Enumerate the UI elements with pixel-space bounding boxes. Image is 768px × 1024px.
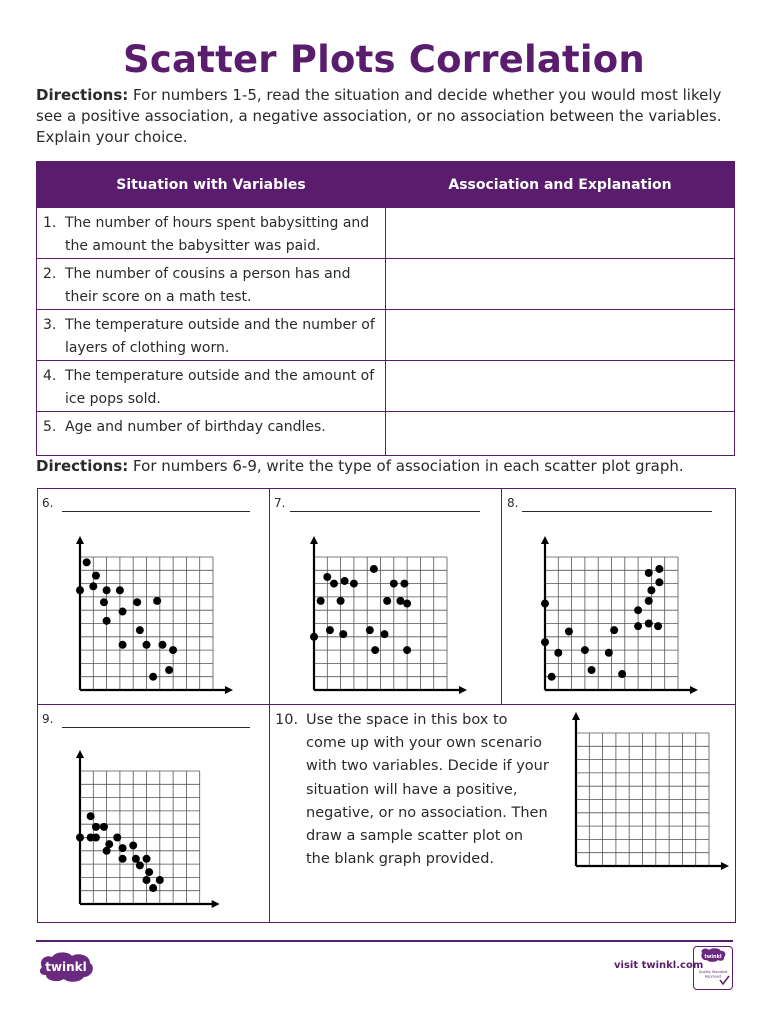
scatter-point xyxy=(87,812,95,820)
table-header-situation: Situation with Variables xyxy=(37,162,386,208)
scatter-point xyxy=(403,600,411,608)
scatter-point xyxy=(645,597,653,605)
directions-2-label: Directions: xyxy=(36,457,129,475)
scatter-point xyxy=(341,577,349,585)
row-number: 2. xyxy=(43,266,57,282)
scatter-point xyxy=(588,666,596,674)
scatter-point xyxy=(149,884,157,892)
scatter-point xyxy=(310,633,318,641)
scatter-point xyxy=(330,580,338,588)
scatter-point xyxy=(326,626,334,634)
directions-2-text: For numbers 6-9, write the type of association in each scatter plot graph. xyxy=(128,457,684,475)
scatter-point xyxy=(323,573,331,581)
scatter-point xyxy=(143,641,151,649)
question-8-number: 8. xyxy=(507,496,519,510)
table-row xyxy=(37,259,735,310)
scatter-point xyxy=(541,638,549,646)
quality-badge xyxy=(693,946,733,990)
scatter-point xyxy=(400,580,408,588)
blank-graph-10[interactable] xyxy=(562,708,732,878)
svg-text:Quality StandardApproved: Quality Standard Approved xyxy=(698,970,728,979)
scatter-point xyxy=(158,641,166,649)
answer-cell-2[interactable] xyxy=(386,259,735,310)
scatter-point xyxy=(149,673,157,681)
scatter-point xyxy=(129,841,137,849)
scatter-point xyxy=(92,823,100,831)
question-6-number: 6. xyxy=(42,496,54,510)
scatter-point xyxy=(554,649,562,657)
scatter-point xyxy=(156,876,164,884)
scatter-point xyxy=(403,646,411,654)
table-row xyxy=(37,208,735,259)
row-number: 4. xyxy=(43,368,57,384)
scatter-point xyxy=(133,598,141,606)
scatter-point xyxy=(565,627,573,635)
scatter-point xyxy=(645,569,653,577)
question-10-text: Use the space in this box to come up with your own scenario with two variables. Decide if your situation will have a positive, negative, or no association. Then draw a sample scatter plot on the blank graph provided. xyxy=(306,712,549,868)
y-axis-arrow-icon xyxy=(541,536,549,544)
answer-cell-1[interactable] xyxy=(386,208,735,259)
answer-line-7[interactable] xyxy=(290,511,480,512)
scatter-point xyxy=(654,622,662,630)
scatter-point xyxy=(645,620,653,628)
scatter-point xyxy=(581,646,589,654)
situations-table xyxy=(36,161,735,456)
quality-badge-icon xyxy=(694,947,732,989)
table-row xyxy=(37,310,735,361)
scatter-point xyxy=(103,617,111,625)
x-axis-arrow-icon xyxy=(225,686,233,694)
scatter-point xyxy=(100,823,108,831)
directions-2 xyxy=(36,456,726,477)
scatter-point xyxy=(610,626,618,634)
scatter-point xyxy=(350,580,358,588)
table-row xyxy=(37,412,735,456)
footer-divider xyxy=(36,940,733,942)
y-axis-arrow-icon xyxy=(76,536,84,544)
scatter-plot-8 xyxy=(531,532,701,702)
scatter-plot-6 xyxy=(66,532,236,702)
scatter-point xyxy=(136,626,144,634)
row-situation: Age and number of birthday candles. xyxy=(65,419,326,435)
row-situation: The number of cousins a person has and their score on a math test. xyxy=(65,266,351,305)
row-situation: The number of hours spent babysitting and the amount the babysitter was paid. xyxy=(65,215,370,254)
directions-1-text: For numbers 1-5, read the situation and decide whether you would most likely see a positive association, a negative association, or no association between the variables. Explain your choice. xyxy=(36,86,722,146)
scatter-point xyxy=(380,630,388,638)
svg-text:twinkl: twinkl xyxy=(704,954,722,960)
scatter-point xyxy=(339,630,347,638)
table-row xyxy=(37,361,735,412)
question-9-number: 9. xyxy=(42,712,54,726)
question-10-number: 10. xyxy=(275,712,299,728)
scatter-point xyxy=(371,646,379,654)
row-number: 5. xyxy=(43,419,57,435)
scatter-point xyxy=(83,558,91,566)
table-header-association: Association and Explanation xyxy=(386,162,735,208)
scatter-point xyxy=(655,565,663,573)
row-number: 1. xyxy=(43,215,57,231)
scatter-point xyxy=(119,844,127,852)
scatter-point xyxy=(337,597,345,605)
directions-1 xyxy=(36,85,726,148)
scatter-point xyxy=(113,834,121,842)
directions-1-label: Directions: xyxy=(36,86,129,104)
answer-line-8[interactable] xyxy=(522,511,712,512)
scatter-point xyxy=(103,847,111,855)
scatter-point xyxy=(390,580,398,588)
scatter-point xyxy=(119,641,127,649)
scatter-plot-7 xyxy=(300,532,470,702)
page-title: Scatter Plots Correlation xyxy=(123,38,645,81)
scatter-point xyxy=(548,673,556,681)
y-axis-arrow-icon xyxy=(572,712,580,720)
scatter-point xyxy=(366,626,374,634)
scatter-point xyxy=(169,646,177,654)
x-axis-arrow-icon xyxy=(459,686,467,694)
answer-cell-5[interactable] xyxy=(386,412,735,456)
scatter-point xyxy=(76,834,84,842)
scatter-point xyxy=(116,586,124,594)
scatter-point xyxy=(145,868,153,876)
answer-cell-3[interactable] xyxy=(386,310,735,361)
scatter-point xyxy=(100,598,108,606)
y-axis-arrow-icon xyxy=(76,750,84,758)
row-number: 3. xyxy=(43,317,57,333)
scatter-point xyxy=(605,649,613,657)
scatter-point xyxy=(634,622,642,630)
scatter-point xyxy=(153,597,161,605)
row-situation: The temperature outside and the amount of ice pops sold. xyxy=(65,368,375,407)
scatter-point xyxy=(119,608,127,616)
scatter-point xyxy=(92,834,100,842)
row-situation: The temperature outside and the number of layers of clothing worn. xyxy=(65,317,375,356)
scatter-point xyxy=(132,855,140,863)
x-axis-arrow-icon xyxy=(690,686,698,694)
twinkl-logo xyxy=(36,950,96,984)
scatter-point xyxy=(634,606,642,614)
scatter-point xyxy=(89,582,97,590)
y-axis-arrow-icon xyxy=(310,536,318,544)
scatter-point xyxy=(103,586,111,594)
answer-line-6[interactable] xyxy=(62,511,250,512)
visit-twinkl-link[interactable]: visit twinkl.com xyxy=(614,960,704,971)
scatter-point xyxy=(317,597,325,605)
answer-line-9[interactable] xyxy=(62,727,250,728)
scatter-plot-9 xyxy=(66,746,236,916)
scatter-point xyxy=(119,855,127,863)
question-7-number: 7. xyxy=(274,496,286,510)
answer-cell-4[interactable] xyxy=(386,361,735,412)
scatter-point xyxy=(370,565,378,573)
scatter-point xyxy=(383,597,391,605)
scatter-point xyxy=(136,861,144,869)
x-axis-arrow-icon xyxy=(721,862,729,870)
scatter-point xyxy=(655,578,663,586)
scatter-point xyxy=(165,666,173,674)
scatter-point xyxy=(647,586,655,594)
svg-text:twinkl: twinkl xyxy=(45,960,87,974)
scatter-point xyxy=(92,572,100,580)
scatter-point xyxy=(541,600,549,608)
scatter-point xyxy=(143,876,151,884)
scatter-point xyxy=(76,586,84,594)
x-axis-arrow-icon xyxy=(212,900,220,908)
scatter-point xyxy=(618,670,626,678)
scatter-point xyxy=(143,855,151,863)
